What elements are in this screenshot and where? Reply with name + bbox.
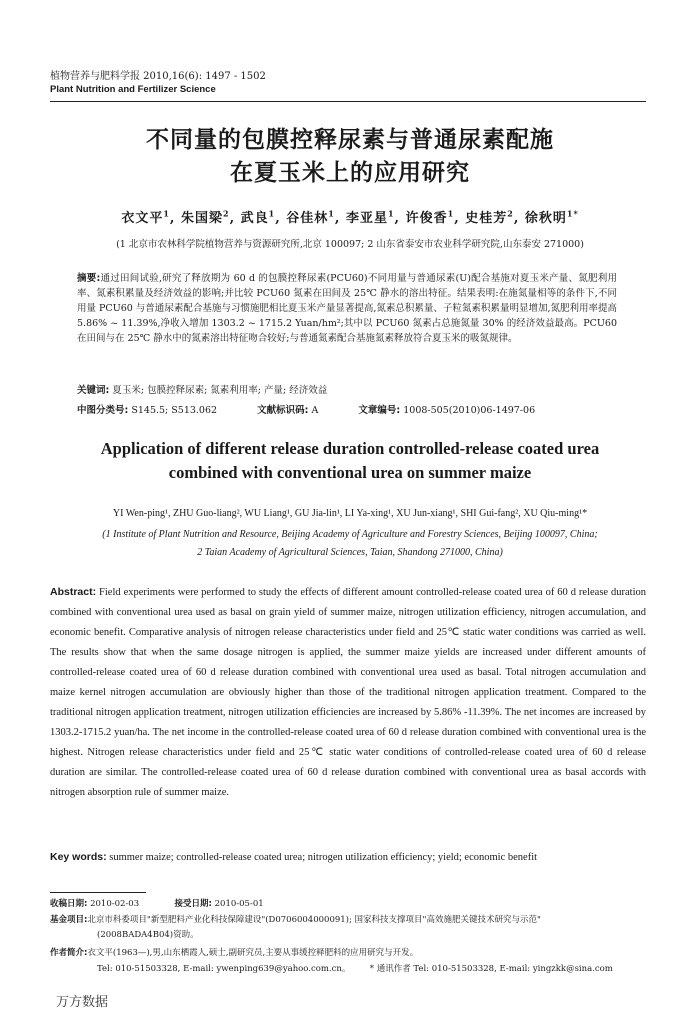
title-cn-line1: 不同量的包膜控释尿素与普通尿素配施 bbox=[146, 126, 554, 153]
author-cn: 衣文平$^1$ bbox=[121, 208, 170, 226]
title-cn-line2: 在夏玉米上的应用研究 bbox=[230, 159, 470, 186]
title-en-line1: Application of different release duration controlled-release coated urea bbox=[100, 439, 600, 458]
article-number-label: 文章编号: bbox=[358, 405, 401, 416]
article-number-value: 1008-505(2010)06-1497-06 bbox=[403, 405, 536, 416]
footnote-contact bbox=[97, 963, 657, 976]
author-cn: 徐秋明$^{1*}$ bbox=[524, 208, 579, 226]
classification-line bbox=[77, 402, 617, 416]
watermark: 万方数据 bbox=[56, 995, 109, 1010]
keywords-cn-text: 夏玉米; 包膜控释尿素; 氮素利用率; 产量; 经济效益 bbox=[112, 385, 328, 396]
affiliation-en-line1: (1 Institute of Plant Nutrition and Resource, Beijing Academy of Agriculture and Forestry Sciences, Beijing 100097, China; bbox=[102, 529, 598, 540]
author-bio-label: 作者简介: bbox=[50, 948, 88, 958]
keywords-cn-label: 关键词: bbox=[77, 385, 110, 396]
author-contact: Tel: 010-51503328, E-mail: ywenping639@yahoo.com.cn。 bbox=[97, 964, 351, 974]
author-cn: 史桂芳$^2$ bbox=[465, 208, 514, 226]
footnote-dates bbox=[50, 898, 650, 911]
doc-code-label: 文献标识码: bbox=[257, 405, 309, 416]
corresponding-contact: * 通讯作者 Tel: 010-51503328, E-mail: yingzkk@sina.com bbox=[369, 964, 613, 974]
authors-en: YI Wen-ping¹, ZHU Guo-liang², WU Liang¹, GU Jia-lin¹, LI Ya-xing¹, XU Jun-xiang¹, SHI Gui-fang², XU Qiu-ming¹* bbox=[112, 508, 588, 519]
footnote-fund bbox=[50, 914, 650, 927]
journal-header bbox=[50, 70, 266, 96]
doc-code-value: A bbox=[311, 405, 319, 416]
header-rule bbox=[50, 101, 646, 102]
affiliation-en-line2: 2 Taian Academy of Agricultural Sciences, Taian, Shandong 271000, China) bbox=[197, 547, 503, 558]
received-label: 收稿日期: bbox=[50, 899, 88, 909]
author-cn: 许俊香$^1$ bbox=[405, 208, 455, 226]
accepted-date: 2010-05-01 bbox=[214, 899, 264, 909]
author-cn: 武良$^1$ bbox=[240, 208, 276, 226]
author-bio-text: 衣文平(1963—),男,山东栖霞人,硕士,副研究员,主要从事缓控释肥料的应用研究与开发。 bbox=[87, 948, 419, 958]
author-cn: 李亚星$^1$ bbox=[345, 208, 395, 226]
footnote-rule bbox=[50, 892, 146, 893]
received-date: 2010-02-03 bbox=[90, 899, 140, 909]
clc-value: S145.5; S513.062 bbox=[131, 405, 218, 416]
keywords-en-label: Key words: bbox=[50, 851, 107, 863]
authors-cn: 衣文平$^1$, 朱国梁$^2$, 武良$^1$, 谷佳林$^1$, 李亚星$^1$, 许俊香$^1$, 史桂芳$^2$, 徐秋明$^{1*}$ bbox=[121, 208, 579, 226]
abstract-en bbox=[50, 582, 646, 803]
fund-text-line1: 北京市科委项目"新型肥料产业化科技保障建设"(D0706004000091); 国家科技支撑项目"高效施肥关键技术研究与示范" bbox=[87, 915, 541, 925]
fund-label: 基金项目: bbox=[50, 915, 88, 925]
accepted-label: 接受日期: bbox=[174, 899, 212, 909]
keywords-en bbox=[50, 851, 646, 863]
journal-citation-cn: 植物营养与肥料学报 2010,16(6): 1497 - 1502 bbox=[50, 71, 266, 82]
footnote-author bbox=[50, 947, 650, 960]
fund-text-line2: (2008BADA4B04)资助。 bbox=[97, 930, 199, 940]
abstract-cn-text: 通过田间试验,研究了释放期为 60 d 的包膜控释尿素(PCU60)不同用量与普通尿素(U)配合基施对夏玉米产量、氮肥利用率、氮素积累量及经济效益的影响;并比较 PCU60 氮素在田间及 25℃ 静水的溶出特征。结果表明:在施氮量相等的条件下,不同用量 PCU60 与普通尿素配合基施与习惯施肥相比夏玉米产量显著提高,氮素总积累量、子粒氮素积累量明显增加,氮肥利用率提高 5.86% ~ 11.39%,净收入增加 1303.2 ~ 1715.2 Yuan/hm²;其中以 PCU60 氮素占总施氮量 30% 的经济效益最高。PCU60 在田间与在 25℃ 静水中的氮素溶出特征吻合较好;与普通氮素配合基施氮素释放符合夏玉米的吸氮规律。 bbox=[77, 273, 617, 344]
journal-name-en: Plant Nutrition and Fertilizer Science bbox=[50, 84, 216, 95]
author-cn: 谷佳林$^1$ bbox=[286, 208, 335, 226]
clc-label: 中图分类号: bbox=[77, 405, 129, 416]
keywords-en-text: summer maize; controlled-release coated urea; nitrogen utilization efficiency; yield; economic benefit bbox=[109, 852, 538, 863]
author-cn: 朱国梁$^2$ bbox=[180, 208, 230, 226]
affiliation-cn: (1 北京市农林科学院植物营养与资源研究所,北京 100097; 2 山东省泰安市农业科学研究院,山东泰安 271000) bbox=[116, 239, 584, 250]
abstract-en-label: Abstract: bbox=[50, 586, 97, 598]
abstract-cn bbox=[77, 271, 617, 346]
abstract-en-text: Field experiments were performed to study the effects of different amount controlled-release coated urea of 60 d release duration combined with conventional urea used as basal on grain yield of summer maize, nitrogen utilization efficiency, nitrogen accumulation, and economic benefit. Comparative analysis of nitrogen release characteristics under field and 25℃ static water conditions was carried as well. The results show that when the same dosage nitrogen is applied, the summer maize yields are increased under different amounts of controlled-release coated urea of 60 d release duration combined with conventional urea used as basal. Total nitrogen accumulation and maize kernel nitrogen accumulation are obviously higher than those of the traditional nitrogen application treatment. Compared to the traditional nitrogen application treatment, nitrogen utilization efficiencies are increased by 5.86% -11.39%. The net incomes are increased by 1303.2-1715.2 yuan/ha. The net income in the controlled-release coated urea of 60 d release duration combined with conventional urea is the highest. Nitrogen release characteristics under field and 25℃ static water conditions of controlled-release coated urea of 60 d release duration are similar. The controlled-release coated urea of 60 d release duration combined with conventional urea as basal accords with nitrogen absorption rule of summer maize. bbox=[50, 587, 647, 798]
abstract-cn-label: 摘要: bbox=[77, 273, 101, 284]
keywords-cn bbox=[77, 383, 617, 398]
title-en-line2: combined with conventional urea on summer maize bbox=[168, 463, 532, 482]
